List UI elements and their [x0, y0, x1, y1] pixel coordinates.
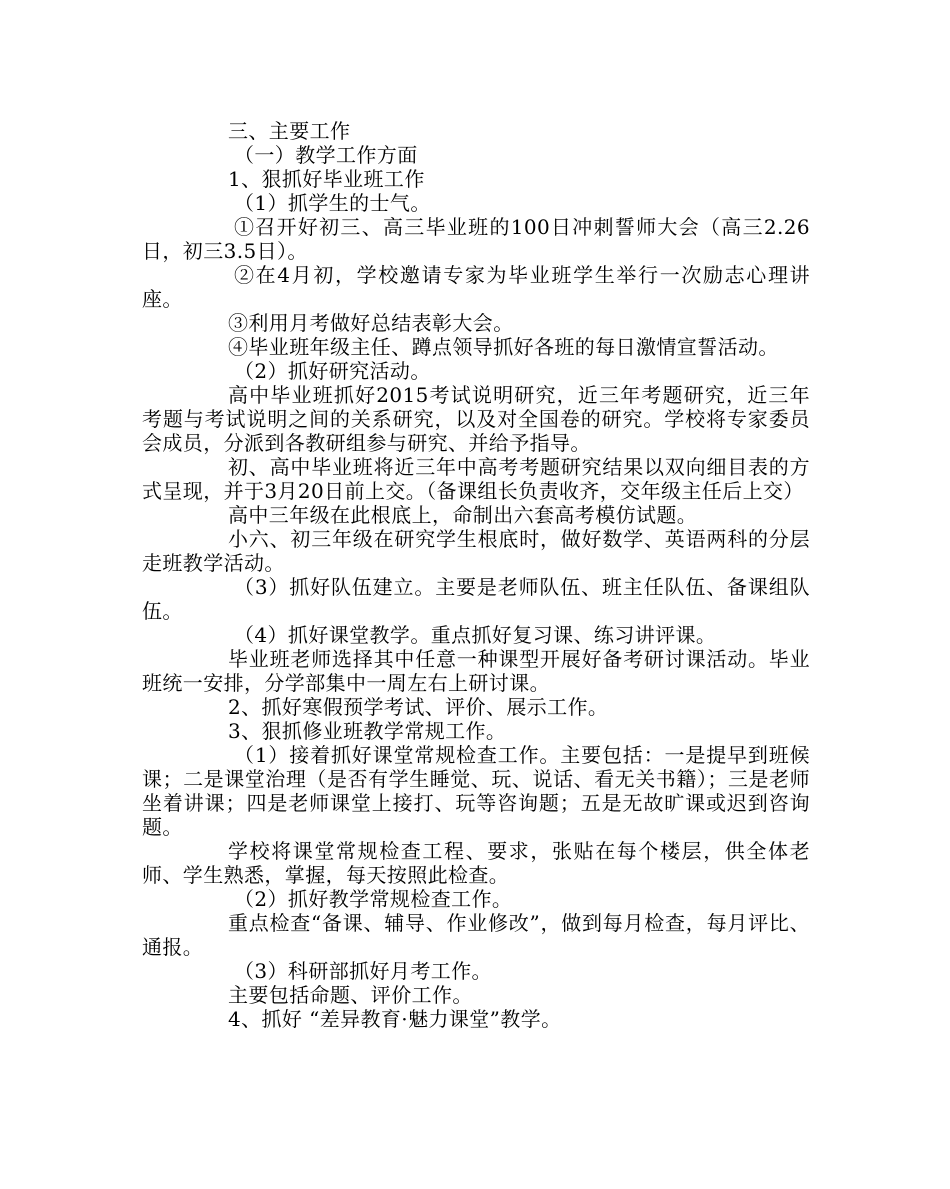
document-body: [142, 119, 810, 1031]
sub-item-heading: （3）抓好队伍建立。主要是老师队伍、班主任队伍、备课组队伍。: [142, 575, 810, 623]
section-heading: 三、主要工作: [228, 119, 351, 143]
item-heading: 4、抓好 “差异教育·魅力课堂”教学。: [228, 1007, 562, 1031]
paragraph: 学校将课堂常规检查工程、要求，张贴在每个楼层，供全体老师、学生熟悉，掌握，每天按照此检查。: [142, 839, 810, 887]
paragraph: 主要包括命题、评价工作。: [228, 983, 473, 1007]
item-heading: 1、狠抓好毕业班工作: [228, 167, 425, 191]
paragraph: 毕业班老师选择其中任意一种课型开展好备考研讨课活动。毕业班统一安排，分学部集中一周左右上研讨课。: [142, 647, 810, 695]
sub-item-heading: （3）科研部抓好月考工作。: [234, 959, 492, 983]
paragraph: 高中毕业班抓好2015考试说明研究，近三年考题研究，近三年考题与考试说明之间的关系研究，以及对全国卷的研究。学校将专家委员会成员，分派到各教研组参与研究、并给予指导。: [142, 383, 810, 455]
paragraph: ③利用月考做好总结表彰大会。: [228, 311, 514, 335]
paragraph: ④毕业班年级主任、蹲点领导抓好各班的每日激情宣誓活动。: [228, 335, 779, 359]
sub-item-heading: （1）抓学生的士气。: [234, 191, 431, 215]
paragraph: 高中三年级在此根底上，命制出六套高考模仿试题。: [228, 503, 698, 527]
paragraph: 初、高中毕业班将近三年中高考考题研究结果以双向细目表的方式呈现，并于3月20日前上交。（备课组长负责收齐，交年级主任后上交）: [142, 455, 810, 503]
paragraph: 重点检查“备课、辅导、作业修改”，做到每月检查，每月评比、通报。: [142, 911, 810, 959]
item-heading: 3、狠抓修业班教学常规工作。: [228, 719, 507, 743]
paragraph: （1）接着抓好课堂常规检查工作。主要包括：一是提早到班候课；二是课堂治理（是否有学生睡觉、玩、说话、看无关书籍）；三是老师坐着讲课；四是老师课堂上接打、玩等咨询题；五是无故旷课或迟到咨询题。: [142, 743, 810, 839]
paragraph: 小六、初三年级在研究学生根底时，做好数学、英语两科的分层走班教学活动。: [142, 527, 810, 575]
sub-item-heading: （2）抓好研究活动。: [234, 359, 431, 383]
sub-item-heading: （4）抓好课堂教学。重点抓好复习课、练习讲评课。: [234, 623, 717, 647]
paragraph: ②在4月初，学校邀请专家为毕业班学生举行一次励志心理讲座。: [142, 263, 810, 311]
item-heading: 2、抓好寒假预学考试、评价、展示工作。: [228, 695, 609, 719]
paragraph: ①召开好初三、高三毕业班的100日冲刺誓师大会（高三2.26日，初三3.5日）。: [142, 215, 810, 263]
sub-item-heading: （2）抓好教学常规检查工作。: [234, 887, 513, 911]
subsection-heading: （一）教学工作方面: [234, 143, 418, 167]
